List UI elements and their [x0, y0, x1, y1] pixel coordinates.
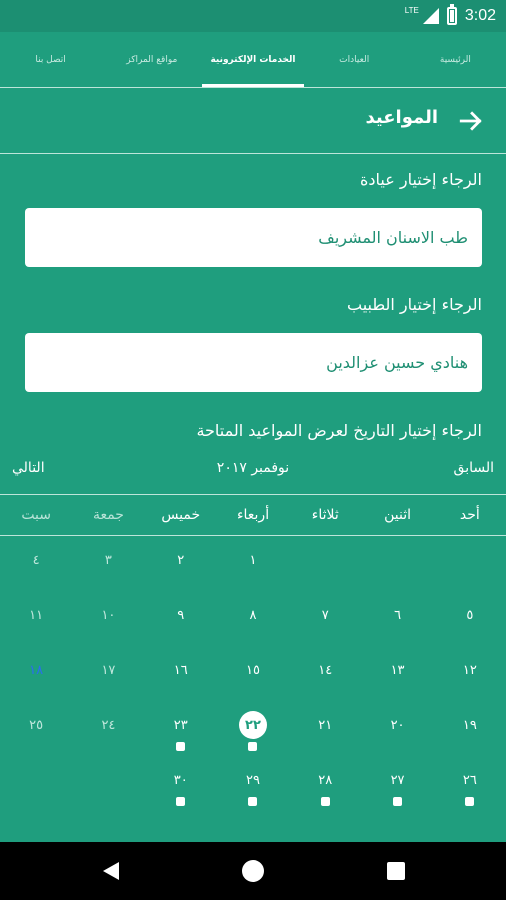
calendar-day[interactable]	[217, 757, 289, 812]
month-title: نوفمبر ٢٠١٧	[216, 460, 290, 476]
availability-dot	[176, 797, 185, 806]
signal-icon	[423, 8, 439, 24]
calendar-day-number: ٨	[249, 607, 257, 623]
calendar-day-number: ٩	[177, 607, 185, 623]
calendar-day[interactable]	[0, 537, 72, 592]
calendar-day-number: ١٣	[390, 662, 405, 678]
calendar-day-number: ٢٣	[173, 717, 188, 733]
clinic-label: الرجاء إختيار عيادة	[360, 170, 482, 189]
calendar-day-number: ٢٦	[462, 772, 477, 788]
calendar-day[interactable]	[434, 647, 506, 702]
page-title: المواعيد	[365, 107, 438, 128]
calendar-day[interactable]	[289, 702, 361, 757]
calendar-day[interactable]	[361, 647, 433, 702]
calendar-day[interactable]	[289, 647, 361, 702]
availability-dot	[248, 797, 257, 806]
calendar-day[interactable]	[434, 757, 506, 812]
calendar-day[interactable]	[289, 757, 361, 812]
availability-dot	[321, 797, 330, 806]
tab-center-locations[interactable]: مواقع المراكز	[126, 54, 178, 65]
calendar-day[interactable]	[145, 592, 217, 647]
calendar-day-number: ١	[249, 552, 257, 568]
availability-dot	[248, 742, 257, 751]
calendar-day-number: ١١	[29, 607, 44, 623]
calendar-day-number: ٢٤	[101, 717, 116, 733]
calendar-day-number: ٣	[104, 552, 112, 568]
calendar-day-number: ١٤	[318, 662, 333, 678]
calendar-day[interactable]	[434, 592, 506, 647]
network-type: LTE	[404, 5, 419, 15]
calendar-day-number: ١٦	[173, 662, 188, 678]
status-icons	[405, 6, 496, 26]
weekday-header	[0, 494, 506, 536]
doctor-label: الرجاء إختيار الطبيب	[346, 295, 482, 314]
weekday-sun: أحد	[459, 507, 480, 523]
calendar-day[interactable]	[217, 647, 289, 702]
calendar-day[interactable]	[72, 537, 144, 592]
weekday-sat: سبت	[21, 507, 52, 523]
next-month-button[interactable]: التالي	[12, 460, 45, 476]
availability-dot	[393, 797, 402, 806]
clinic-select[interactable]: طب الاسنان المشريف	[25, 208, 482, 267]
weekday-wed: أربعاء	[236, 507, 270, 523]
calendar-day-number: ١٠	[101, 607, 116, 623]
calendar-day[interactable]	[217, 592, 289, 647]
clock: 3:02	[464, 7, 496, 24]
calendar-day-number: ٢٥	[29, 717, 44, 733]
weekday-fri: جمعة	[92, 507, 124, 523]
weekday-tue: ثلاثاء	[311, 507, 339, 523]
calendar-day[interactable]	[217, 702, 289, 757]
calendar-day[interactable]	[434, 702, 506, 757]
home-circle-icon[interactable]	[242, 860, 264, 882]
calendar-day[interactable]	[145, 702, 217, 757]
calendar-day-number: ٥	[466, 607, 474, 623]
calendar-day[interactable]	[72, 647, 144, 702]
arrow-right-icon[interactable]	[458, 108, 484, 134]
calendar-day[interactable]	[145, 647, 217, 702]
calendar-day[interactable]	[217, 537, 289, 592]
tab-home[interactable]: الرئيسية	[439, 54, 471, 65]
calendar-day-number: ٧	[321, 607, 329, 623]
doctor-select[interactable]: هنادي حسين عزالدين	[25, 333, 482, 392]
status-bar	[0, 0, 506, 32]
tab-eservices[interactable]: الخدمات الإلكترونية	[202, 32, 303, 87]
calendar-day[interactable]	[0, 647, 72, 702]
availability-dot	[176, 742, 185, 751]
back-triangle-icon[interactable]	[101, 861, 121, 881]
availability-dot	[465, 797, 474, 806]
calendar-day-number: ٢٧	[390, 772, 405, 788]
weekday-thu: خميس	[161, 507, 201, 523]
calendar-day[interactable]	[289, 592, 361, 647]
previous-month-button[interactable]: السابق	[453, 460, 494, 476]
calendar-day[interactable]	[72, 592, 144, 647]
tab-bar	[0, 32, 506, 88]
calendar-day-number: ١٥	[246, 662, 260, 678]
calendar-day-number: ٤	[32, 552, 40, 568]
calendar-day-number: ٢١	[318, 717, 333, 733]
calendar-day[interactable]	[361, 592, 433, 647]
calendar-day-number: ٢	[177, 552, 185, 568]
calendar-day[interactable]	[145, 757, 217, 812]
calendar-day[interactable]	[361, 757, 433, 812]
calendar-day[interactable]	[0, 702, 72, 757]
calendar-day-number: ١٩	[462, 717, 477, 733]
calendar-day-number: ٢٨	[318, 772, 333, 788]
calendar-day-number: ١٨	[29, 662, 44, 678]
calendar-day[interactable]	[0, 592, 72, 647]
recent-apps-icon[interactable]	[387, 862, 405, 880]
tab-clinics[interactable]: العيادات	[339, 54, 370, 65]
calendar-day-number: ٢٢	[239, 711, 267, 739]
page-header	[0, 88, 506, 154]
system-nav-bar	[0, 842, 506, 900]
tab-contact-us[interactable]: اتصل بنا	[35, 54, 66, 65]
calendar-day[interactable]	[145, 537, 217, 592]
calendar-day-number: ٢٠	[390, 717, 405, 733]
calendar-day[interactable]	[72, 702, 144, 757]
date-label: الرجاء إختيار التاريخ لعرض المواعيد المتاحة	[196, 421, 482, 440]
month-navigation	[0, 452, 506, 492]
battery-icon	[447, 7, 457, 25]
calendar-day[interactable]	[361, 702, 433, 757]
calendar-day-number: ٣٠	[173, 772, 188, 788]
weekday-mon: اثنين	[384, 507, 412, 523]
calendar-day-number: ٦	[394, 607, 402, 623]
calendar-day-number: ١٢	[462, 662, 477, 678]
calendar-day-number: ١٧	[101, 662, 116, 678]
calendar-day-number: ٢٩	[246, 772, 260, 788]
